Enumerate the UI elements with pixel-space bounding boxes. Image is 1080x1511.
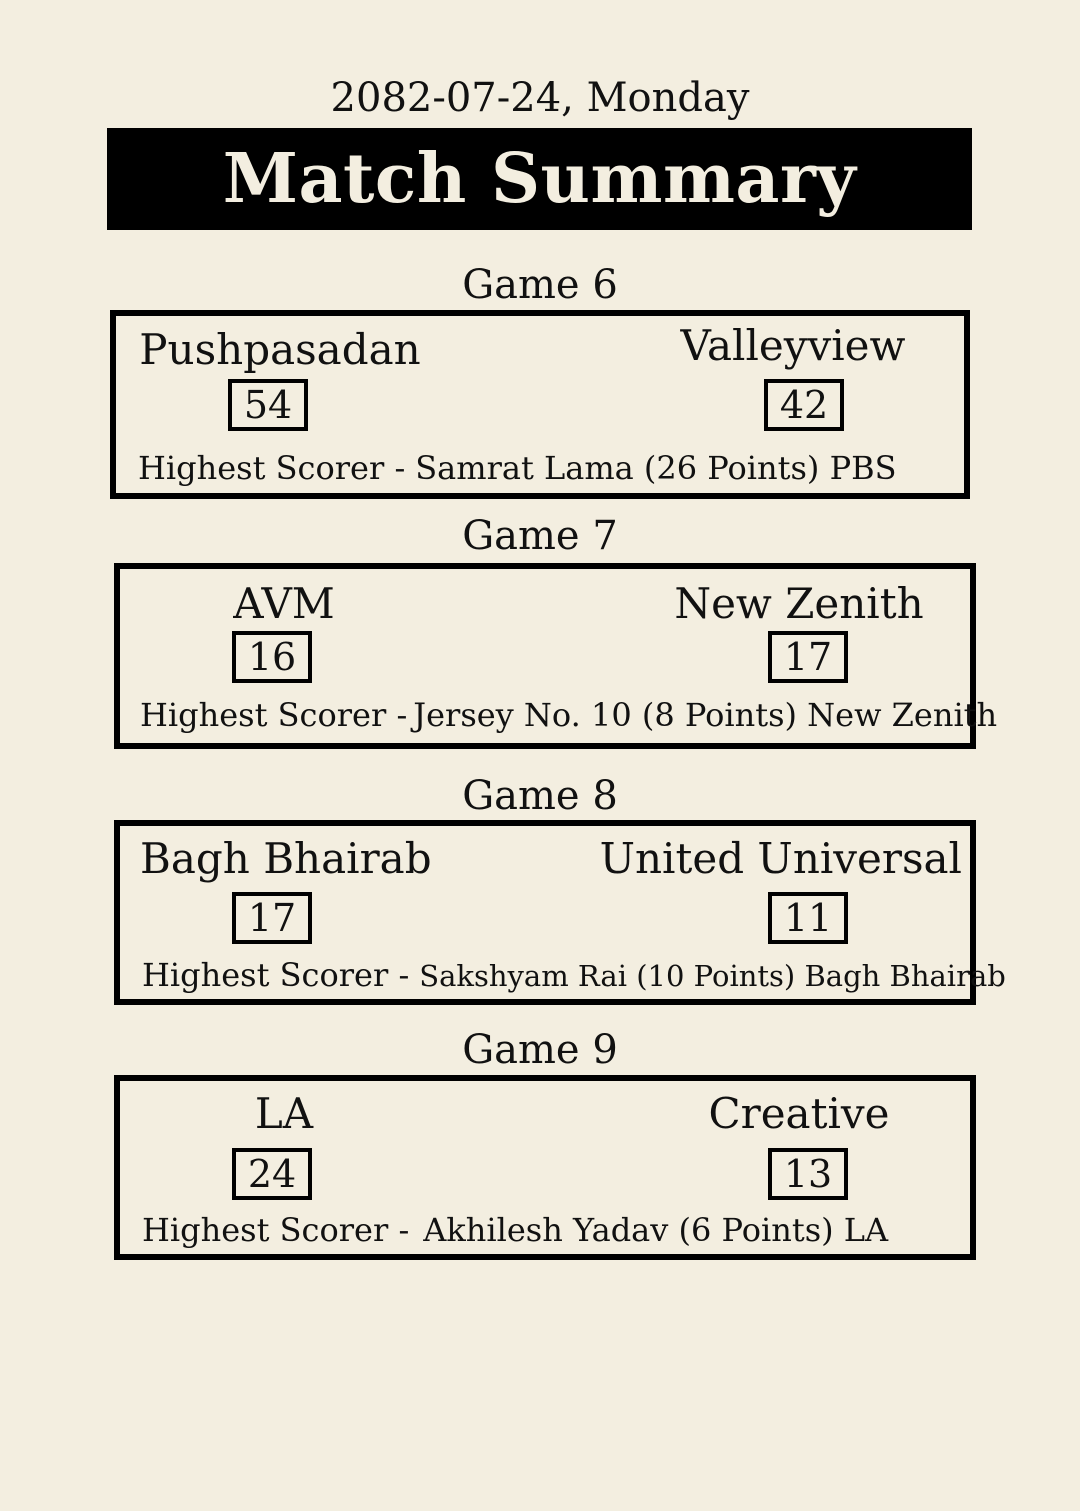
highest-scorer-line bbox=[140, 695, 997, 735]
team-left-name: Pushpasadan bbox=[139, 325, 421, 374]
highest-scorer-label: Highest Scorer - bbox=[142, 1211, 410, 1249]
team-left-score: 54 bbox=[228, 379, 308, 431]
game-6-card bbox=[110, 310, 970, 499]
highest-scorer-label: Highest Scorer - bbox=[142, 956, 410, 994]
team-right-score: 42 bbox=[764, 379, 844, 431]
team-left-name: LA bbox=[254, 1089, 314, 1138]
team-right-name: Creative bbox=[708, 1089, 890, 1138]
team-left-score: 24 bbox=[232, 1148, 312, 1200]
game-7-label: Game 7 bbox=[462, 513, 618, 559]
highest-scorer-detail: Jersey No. 10 (8 Points) New Zenith bbox=[413, 696, 998, 734]
team-right-name: New Zenith bbox=[674, 579, 924, 628]
team-left-name: Bagh Bhairab bbox=[140, 834, 432, 883]
highest-scorer-line bbox=[142, 1210, 888, 1250]
title-banner bbox=[107, 128, 972, 230]
team-right-score: 11 bbox=[768, 892, 848, 944]
highest-scorer-line bbox=[138, 448, 897, 488]
highest-scorer-detail: Akhilesh Yadav (6 Points) LA bbox=[423, 1211, 889, 1249]
game-7-card bbox=[114, 563, 998, 749]
team-left-name: AVM bbox=[233, 579, 335, 628]
game-8-label: Game 8 bbox=[462, 773, 618, 819]
game-9-label: Game 9 bbox=[462, 1027, 618, 1073]
match-date: 2082-07-24, Monday bbox=[330, 75, 750, 121]
highest-scorer-detail: Sakshyam Rai (10 Points) Bagh Bhairab bbox=[419, 959, 1006, 993]
page-title: Match Summary bbox=[222, 139, 857, 219]
highest-scorer-label: Highest Scorer - bbox=[140, 696, 408, 734]
game-6-label: Game 6 bbox=[462, 262, 618, 308]
team-right-name: United Universal bbox=[599, 834, 962, 883]
team-left-score: 17 bbox=[232, 892, 312, 944]
team-right-score: 13 bbox=[768, 1148, 848, 1200]
highest-scorer-label: Highest Scorer - bbox=[138, 449, 406, 487]
highest-scorer-detail: Samrat Lama (26 Points) PBS bbox=[415, 449, 897, 487]
team-left-score: 16 bbox=[232, 631, 312, 683]
game-8-card bbox=[114, 820, 1006, 1005]
team-right-score: 17 bbox=[768, 631, 848, 683]
game-9-card bbox=[114, 1075, 976, 1260]
highest-scorer-line bbox=[142, 955, 1006, 996]
team-right-name: Valleyview bbox=[680, 321, 906, 370]
